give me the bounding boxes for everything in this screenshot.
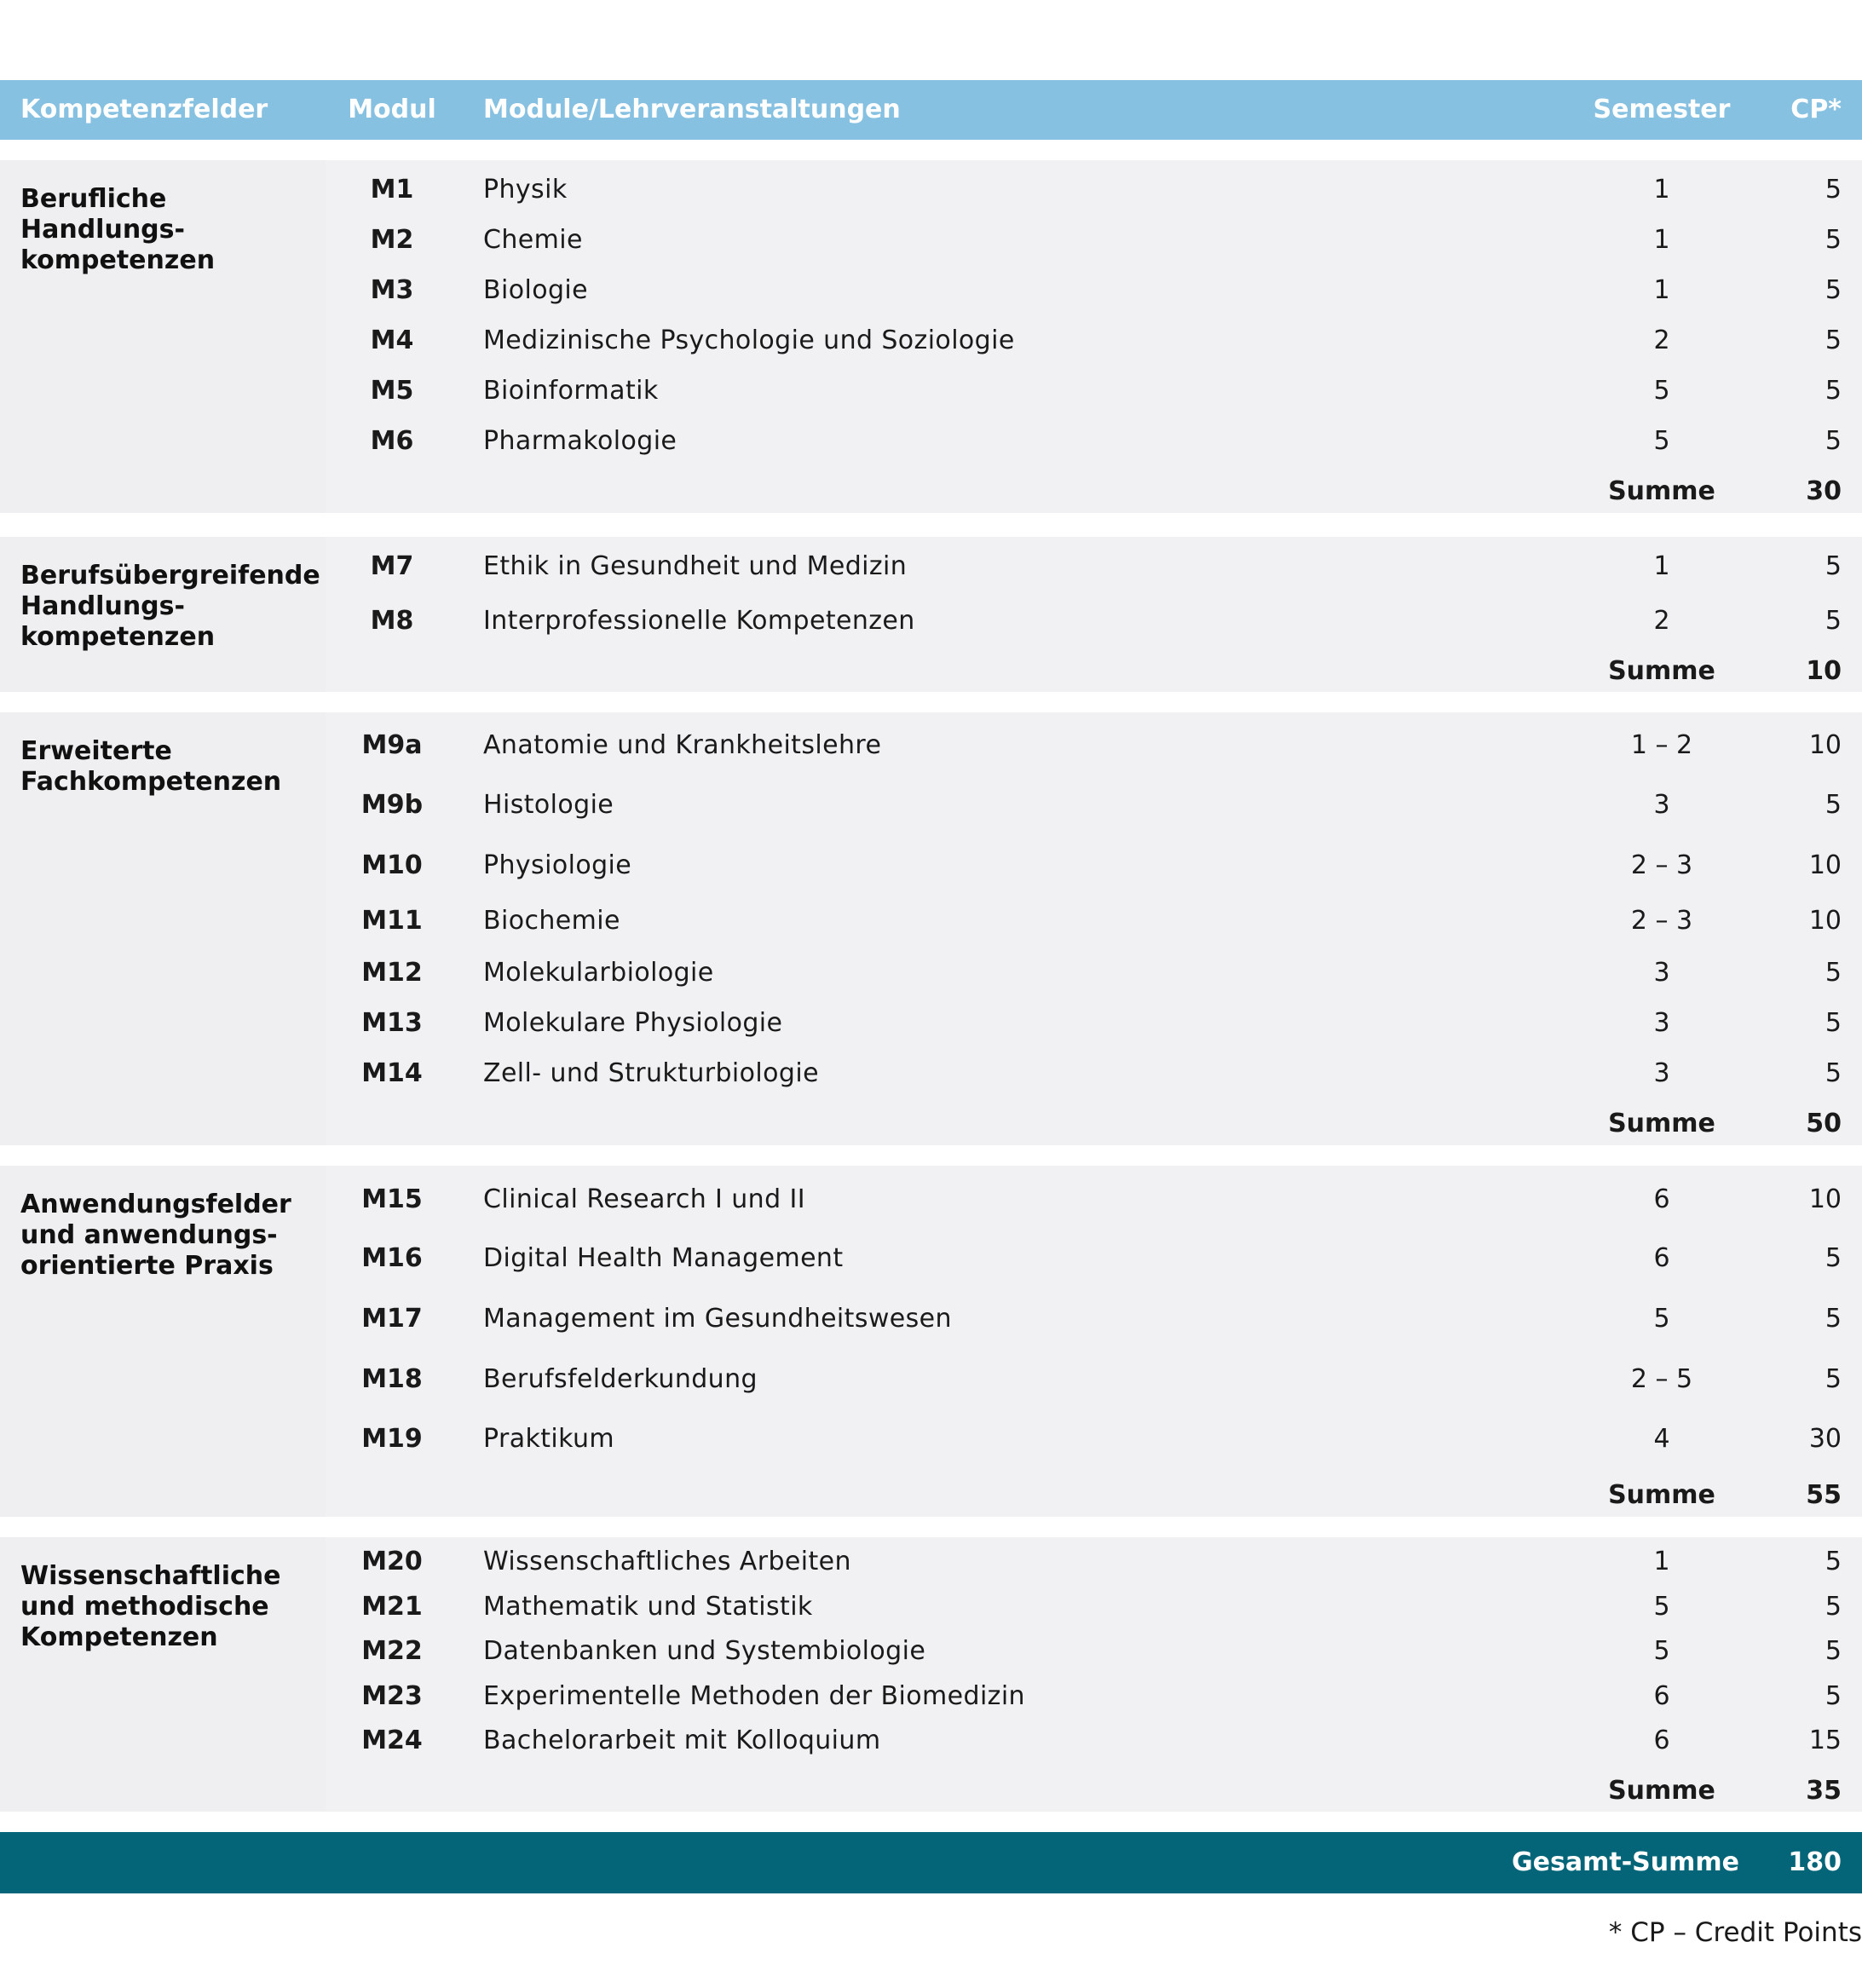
module-code: M10 — [361, 850, 423, 880]
module-cp: 5 — [1825, 175, 1842, 205]
module-semester: 2 – 5 — [1630, 1364, 1693, 1394]
table-row — [0, 900, 1862, 942]
module-cp: 5 — [1825, 1364, 1842, 1394]
module-name: Wissenschaftliches Arbeiten — [483, 1547, 851, 1576]
sum-value: 55 — [1806, 1480, 1842, 1510]
module-name: Ethik in Gesundheit und Medizin — [483, 551, 908, 581]
module-semester: 6 — [1653, 1184, 1670, 1214]
module-semester: 6 — [1653, 1243, 1670, 1273]
module-cp: 15 — [1808, 1726, 1842, 1755]
sum-value: 30 — [1806, 476, 1842, 506]
table-row — [0, 370, 1862, 412]
sum-label: Summe — [1608, 656, 1715, 686]
module-code: M13 — [361, 1008, 423, 1038]
module-name: Biologie — [483, 275, 588, 305]
module-semester: 5 — [1653, 1304, 1670, 1334]
module-cp: 5 — [1825, 1058, 1842, 1088]
total-row — [0, 1832, 1862, 1893]
module-semester: 5 — [1653, 1636, 1670, 1666]
table-row — [0, 1418, 1862, 1461]
table-row — [0, 1630, 1862, 1673]
total-value: 180 — [1788, 1847, 1842, 1877]
sum-row — [0, 1474, 1862, 1517]
module-name: Management im Gesundheitswesen — [483, 1304, 952, 1334]
module-semester: 6 — [1653, 1726, 1670, 1755]
module-code: M20 — [361, 1547, 423, 1576]
module-semester: 3 — [1653, 1008, 1670, 1038]
module-semester: 5 — [1653, 376, 1670, 406]
table-row — [0, 1178, 1862, 1221]
sum-label: Summe — [1608, 1776, 1715, 1806]
table-row — [0, 1675, 1862, 1718]
module-cp: 10 — [1808, 850, 1842, 880]
module-cp: 5 — [1825, 606, 1842, 636]
module-name: Berufsfelderkundung — [483, 1364, 758, 1394]
table-row — [0, 1358, 1862, 1401]
module-name: Zell- und Strukturbiologie — [483, 1058, 819, 1088]
footnote: * CP – Credit Points — [1608, 1917, 1862, 1948]
table-row — [0, 1237, 1862, 1280]
module-name: Molekularbiologie — [483, 958, 714, 988]
module-semester: 1 – 2 — [1630, 730, 1693, 760]
module-semester: 5 — [1653, 426, 1670, 456]
table-row — [0, 724, 1862, 767]
table-row — [0, 169, 1862, 211]
module-semester: 2 – 3 — [1630, 906, 1693, 936]
table-row — [0, 219, 1862, 262]
sum-row — [0, 1103, 1862, 1145]
sum-value: 35 — [1806, 1776, 1842, 1806]
module-code: M9a — [361, 730, 423, 760]
module-code: M9b — [360, 790, 424, 820]
table-row — [0, 844, 1862, 887]
module-semester: 2 — [1653, 606, 1670, 636]
module-code: M21 — [361, 1592, 423, 1622]
module-code: M4 — [370, 326, 414, 355]
module-cp: 10 — [1808, 906, 1842, 936]
module-cp: 5 — [1825, 1304, 1842, 1334]
module-name: Praktikum — [483, 1424, 615, 1454]
module-semester: 4 — [1653, 1424, 1670, 1454]
module-cp: 30 — [1808, 1424, 1842, 1454]
table-row — [0, 1052, 1862, 1095]
module-cp: 5 — [1825, 275, 1842, 305]
module-semester: 3 — [1653, 1058, 1670, 1088]
module-cp: 5 — [1825, 1636, 1842, 1666]
module-code: M17 — [361, 1304, 423, 1334]
table-row — [0, 1720, 1862, 1762]
module-semester: 6 — [1653, 1681, 1670, 1711]
table-row — [0, 320, 1862, 362]
module-name: Mathematik und Statistik — [483, 1592, 813, 1622]
module-name: Physik — [483, 175, 568, 205]
module-code: M15 — [361, 1184, 423, 1214]
module-code: M8 — [370, 606, 414, 636]
module-code: M18 — [361, 1364, 423, 1394]
module-cp: 5 — [1825, 426, 1842, 456]
module-code: M1 — [370, 175, 414, 205]
total-label: Gesamt-Summe — [1512, 1847, 1739, 1877]
module-cp: 5 — [1825, 551, 1842, 581]
sum-row — [0, 1770, 1862, 1812]
module-name: Physiologie — [483, 850, 632, 880]
header-semester: Semester — [1593, 95, 1731, 124]
module-code: M7 — [370, 551, 414, 581]
kompetenzfeld-label: Berufsübergreifende Handlungs- kompetenzen — [20, 561, 320, 652]
sum-label: Summe — [1608, 1480, 1715, 1510]
module-name: Bachelorarbeit mit Kolloquium — [483, 1726, 881, 1755]
module-semester: 2 – 3 — [1630, 850, 1693, 880]
header-modul: Modul — [348, 95, 436, 124]
module-code: M11 — [361, 906, 423, 936]
table-row — [0, 545, 1862, 588]
kompetenzfeld-label: Wissenschaftliche und methodische Kompetenzen — [20, 1561, 281, 1652]
kompetenzfeld-label: Erweiterte Fachkompetenzen — [20, 736, 282, 797]
sum-label: Summe — [1608, 1109, 1715, 1138]
table-row — [0, 1002, 1862, 1045]
module-code: M14 — [361, 1058, 423, 1088]
table-row — [0, 269, 1862, 312]
module-cp: 5 — [1825, 326, 1842, 355]
header-module: Module/Lehrveranstaltungen — [483, 95, 901, 124]
module-code: M16 — [361, 1243, 423, 1273]
module-code: M6 — [370, 426, 414, 456]
module-semester: 3 — [1653, 790, 1670, 820]
module-cp: 5 — [1825, 376, 1842, 406]
sum-value: 50 — [1806, 1109, 1842, 1138]
module-name: Histologie — [483, 790, 614, 820]
module-cp: 5 — [1825, 1008, 1842, 1038]
module-semester: 3 — [1653, 958, 1670, 988]
module-name: Chemie — [483, 225, 583, 255]
module-semester: 1 — [1653, 175, 1670, 205]
module-code: M22 — [361, 1636, 423, 1666]
header-cp: CP* — [1790, 95, 1842, 124]
module-name: Molekulare Physiologie — [483, 1008, 783, 1038]
table-row — [0, 1298, 1862, 1340]
module-name: Anatomie und Krankheitslehre — [483, 730, 882, 760]
module-code: M2 — [370, 225, 414, 255]
module-cp: 10 — [1808, 1184, 1842, 1214]
module-name: Interprofessionelle Kompetenzen — [483, 606, 915, 636]
module-name: Datenbanken und Systembiologie — [483, 1636, 926, 1666]
sum-value: 10 — [1806, 656, 1842, 686]
module-cp: 10 — [1808, 730, 1842, 760]
module-cp: 5 — [1825, 1547, 1842, 1576]
module-name: Medizinische Psychologie und Soziologie — [483, 326, 1015, 355]
table-row — [0, 1586, 1862, 1628]
module-code: M23 — [361, 1681, 423, 1711]
module-code: M12 — [361, 958, 423, 988]
module-name: Bioinformatik — [483, 376, 659, 406]
table-row — [0, 420, 1862, 463]
kompetenzfeld-label: Berufliche Handlungs- kompetenzen — [20, 184, 216, 275]
table-row — [0, 1541, 1862, 1583]
module-semester: 1 — [1653, 275, 1670, 305]
table-header — [0, 80, 1862, 140]
module-code: M5 — [370, 376, 414, 406]
table-row — [0, 600, 1862, 642]
module-cp: 5 — [1825, 1681, 1842, 1711]
table-row — [0, 784, 1862, 827]
kompetenzfeld-label: Anwendungsfelder und anwendungs- orientierte Praxis — [20, 1190, 291, 1281]
module-name: Digital Health Management — [483, 1243, 844, 1273]
sum-label: Summe — [1608, 476, 1715, 506]
module-code: M19 — [361, 1424, 423, 1454]
module-code: M3 — [370, 275, 414, 305]
module-name: Biochemie — [483, 906, 620, 936]
module-name: Experimentelle Methoden der Biomedizin — [483, 1681, 1025, 1711]
sum-row — [0, 650, 1862, 693]
module-semester: 1 — [1653, 225, 1670, 255]
module-semester: 1 — [1653, 551, 1670, 581]
module-name: Clinical Research I und II — [483, 1184, 805, 1214]
module-cp: 5 — [1825, 790, 1842, 820]
table-row — [0, 952, 1862, 994]
module-semester: 2 — [1653, 326, 1670, 355]
module-cp: 5 — [1825, 958, 1842, 988]
sum-row — [0, 470, 1862, 513]
module-cp: 5 — [1825, 1592, 1842, 1622]
module-cp: 5 — [1825, 225, 1842, 255]
module-semester: 5 — [1653, 1592, 1670, 1622]
module-cp: 5 — [1825, 1243, 1842, 1273]
module-semester: 1 — [1653, 1547, 1670, 1576]
module-name: Pharmakologie — [483, 426, 677, 456]
module-code: M24 — [361, 1726, 423, 1755]
header-kompetenzfelder: Kompetenzfelder — [20, 95, 268, 124]
